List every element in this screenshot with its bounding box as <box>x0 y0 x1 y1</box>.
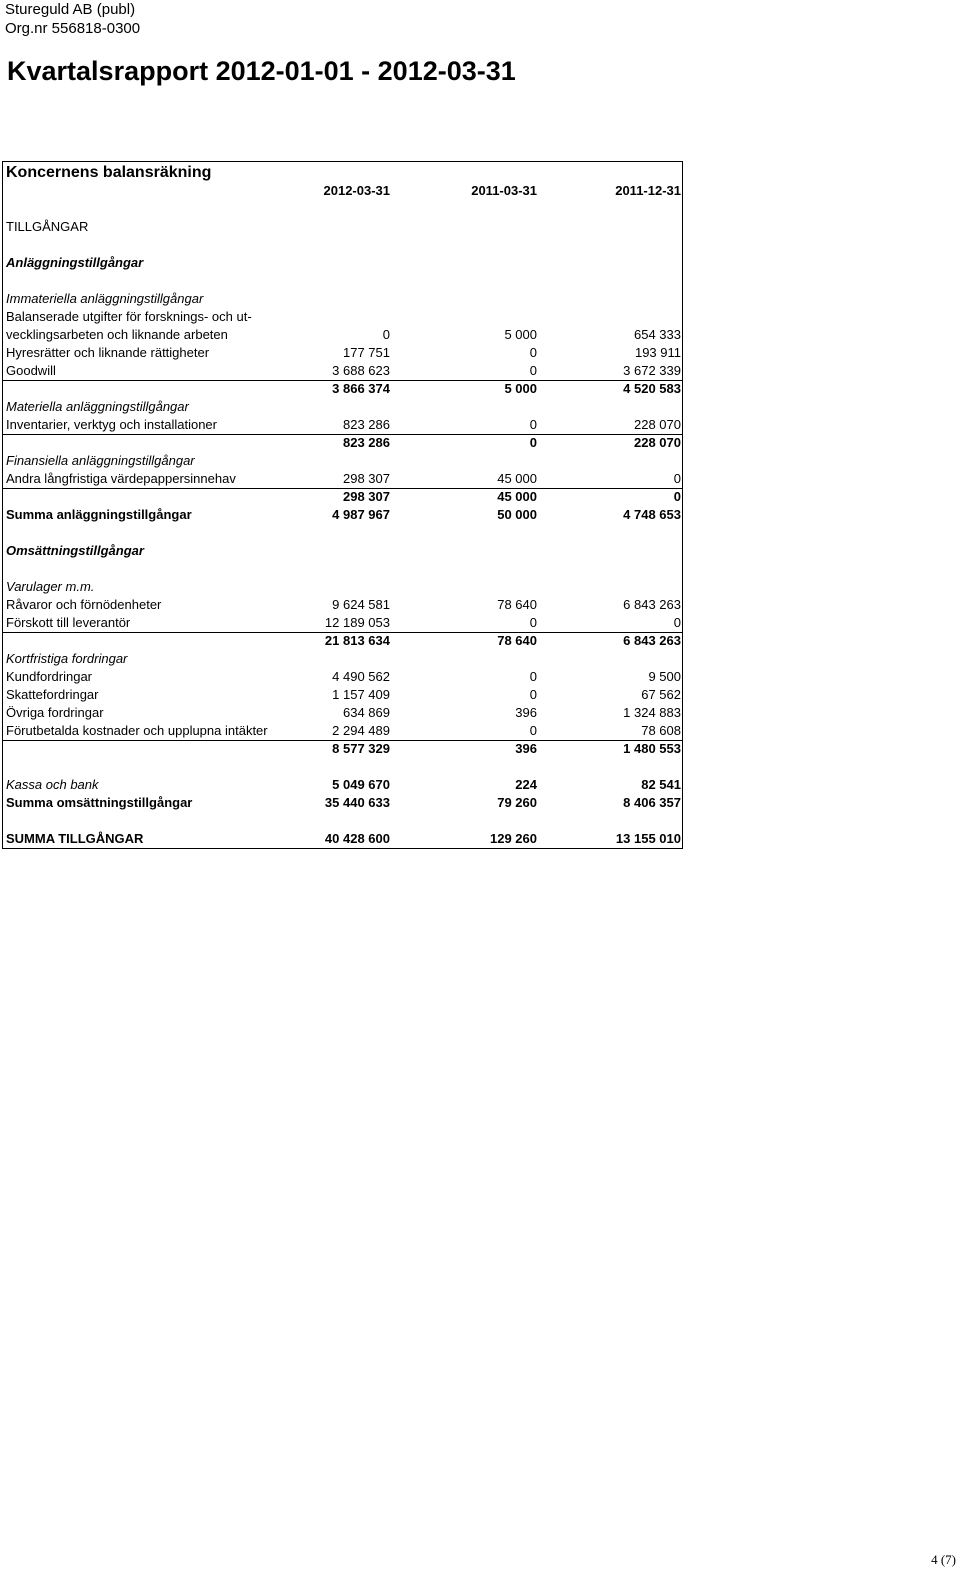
value-cell: 823 286 <box>343 417 390 432</box>
value-cell: 45 000 <box>497 489 537 504</box>
column-header: 2012-03-31 <box>323 183 390 198</box>
value-cell: 78 608 <box>641 723 681 738</box>
value-cell: 45 000 <box>497 471 537 486</box>
subtotal-row <box>3 380 682 398</box>
table-row <box>3 704 682 722</box>
value-cell: 823 286 <box>343 435 390 450</box>
value-cell: 634 869 <box>343 705 390 720</box>
company-header <box>5 0 140 38</box>
row-label: Kassa och bank <box>6 777 99 792</box>
row-label: Förskott till leverantör <box>6 615 131 630</box>
value-cell: 1 157 409 <box>332 687 390 702</box>
value-cell: 9 624 581 <box>332 597 390 612</box>
value-cell: 0 <box>673 615 681 630</box>
value-cell: 78 640 <box>497 597 537 612</box>
value-cell: 0 <box>529 687 537 702</box>
value-cell: 4 520 583 <box>623 381 681 396</box>
table-row <box>3 308 682 326</box>
value-cell: 228 070 <box>634 417 681 432</box>
org-number: Org.nr 556818-0300 <box>5 20 141 37</box>
column-header: 2011-03-31 <box>471 183 537 198</box>
subsection-heading-row <box>3 452 682 470</box>
row-label: Hyresrätter och liknande rättigheter <box>6 345 210 360</box>
table-row <box>3 614 682 633</box>
value-cell: 82 541 <box>641 777 681 792</box>
value-cell: 224 <box>515 777 537 792</box>
balance-sheet-table <box>2 161 683 849</box>
value-cell: 8 406 357 <box>623 795 681 810</box>
value-cell: 654 333 <box>634 327 681 342</box>
value-cell: 3 672 339 <box>623 363 681 378</box>
value-cell: 0 <box>382 327 390 342</box>
value-cell: 3 688 623 <box>332 363 390 378</box>
row-label: Inventarier, verktyg och installationer <box>6 417 217 432</box>
row-label: SUMMA TILLGÅNGAR <box>6 831 144 846</box>
row-label: Summa anläggningstillgångar <box>6 507 192 522</box>
value-cell: 0 <box>529 615 537 630</box>
subsection-heading-row <box>3 578 682 596</box>
table-row <box>3 668 682 686</box>
value-cell: 0 <box>529 417 537 432</box>
total-row <box>3 794 682 812</box>
table-row <box>3 344 682 362</box>
row-label: Andra långfristiga värdepappersinnehav <box>6 471 236 486</box>
value-cell: 0 <box>529 723 537 738</box>
section-heading-row <box>3 254 682 272</box>
value-cell: 1 480 553 <box>623 741 681 756</box>
row-label: vecklingsarbeten och liknande arbeten <box>6 327 228 342</box>
value-cell: 177 751 <box>343 345 390 360</box>
row-label: Kortfristiga fordringar <box>6 651 128 666</box>
value-cell: 4 987 967 <box>332 507 390 522</box>
subtotal-row <box>3 488 682 506</box>
value-cell: 396 <box>515 705 537 720</box>
value-cell: 5 000 <box>504 327 537 342</box>
value-cell: 129 260 <box>490 831 537 846</box>
balance-sheet-title: Koncernens balansräkning <box>6 164 212 181</box>
row-label: Omsättningstillgångar <box>6 543 144 558</box>
row-label: Goodwill <box>6 363 56 378</box>
value-cell: 5 049 670 <box>332 777 390 792</box>
value-cell: 228 070 <box>634 435 681 450</box>
value-cell: 0 <box>673 489 681 504</box>
company-name: Stureguld AB (publ) <box>5 1 136 18</box>
row-label: Balanserade utgifter för forsknings- och ut- <box>6 309 252 324</box>
table-row <box>3 686 682 704</box>
table-row <box>3 722 682 741</box>
value-cell: 4 490 562 <box>332 669 390 684</box>
row-label: Immateriella anläggningstillgångar <box>6 291 204 306</box>
row-label: Kundfordringar <box>6 669 92 684</box>
total-row <box>3 506 682 524</box>
row-label: Förutbetalda kostnader och upplupna intäkter <box>6 723 268 738</box>
value-cell: 1 324 883 <box>623 705 681 720</box>
column-header-row <box>3 182 682 200</box>
table-row <box>3 470 682 489</box>
value-cell: 0 <box>673 471 681 486</box>
value-cell: 2 294 489 <box>332 723 390 738</box>
value-cell: 298 307 <box>343 471 390 486</box>
table-row <box>3 596 682 614</box>
row-label: Övriga fordringar <box>6 705 104 720</box>
value-cell: 193 911 <box>634 345 681 360</box>
subtotal-row <box>3 632 682 650</box>
subtotal-row <box>3 740 682 758</box>
page-number: 4 (7) <box>931 1552 956 1567</box>
subsection-heading-row <box>3 290 682 308</box>
column-header: 2011-12-31 <box>615 183 681 198</box>
value-cell: 0 <box>529 435 537 450</box>
value-cell: 3 866 374 <box>332 381 390 396</box>
table-row <box>3 416 682 435</box>
report-title: Kvartalsrapport 2012-01-01 - 2012-03-31 <box>7 56 516 86</box>
row-label: Varulager m.m. <box>6 579 95 594</box>
value-cell: 40 428 600 <box>324 831 390 846</box>
value-cell: 0 <box>529 345 537 360</box>
subsection-heading-row <box>3 650 682 668</box>
value-cell: 4 748 653 <box>623 507 681 522</box>
row-label: TILLGÅNGAR <box>6 219 89 234</box>
value-cell: 298 307 <box>343 489 390 504</box>
value-cell: 0 <box>529 363 537 378</box>
value-cell: 396 <box>515 741 537 756</box>
row-label: Råvaror och förnödenheter <box>6 597 162 612</box>
value-cell: 6 843 263 <box>623 597 681 612</box>
value-cell: 78 640 <box>497 633 537 648</box>
row-label: Skattefordringar <box>6 687 99 702</box>
value-cell: 13 155 010 <box>615 831 681 846</box>
section-heading-row <box>3 542 682 560</box>
table-row <box>3 362 682 381</box>
subsection-heading-row <box>3 398 682 416</box>
value-cell: 9 500 <box>648 669 681 684</box>
row-label: Summa omsättningstillgångar <box>6 795 193 810</box>
grand-total-row <box>3 830 682 848</box>
row-label: Anläggningstillgångar <box>6 255 144 270</box>
subtotal-row <box>3 434 682 452</box>
value-cell: 67 562 <box>641 687 681 702</box>
value-cell: 0 <box>529 669 537 684</box>
table-row <box>3 776 682 794</box>
row-label: Finansiella anläggningstillgångar <box>6 453 195 468</box>
value-cell: 79 260 <box>497 795 537 810</box>
value-cell: 12 189 053 <box>324 615 390 630</box>
value-cell: 50 000 <box>497 507 537 522</box>
value-cell: 35 440 633 <box>324 795 390 810</box>
table-row <box>3 326 682 344</box>
section-heading-row <box>3 218 682 236</box>
value-cell: 21 813 634 <box>324 633 390 648</box>
value-cell: 5 000 <box>504 381 537 396</box>
value-cell: 8 577 329 <box>332 741 390 756</box>
row-label: Materiella anläggningstillgångar <box>6 399 189 414</box>
value-cell: 6 843 263 <box>623 633 681 648</box>
